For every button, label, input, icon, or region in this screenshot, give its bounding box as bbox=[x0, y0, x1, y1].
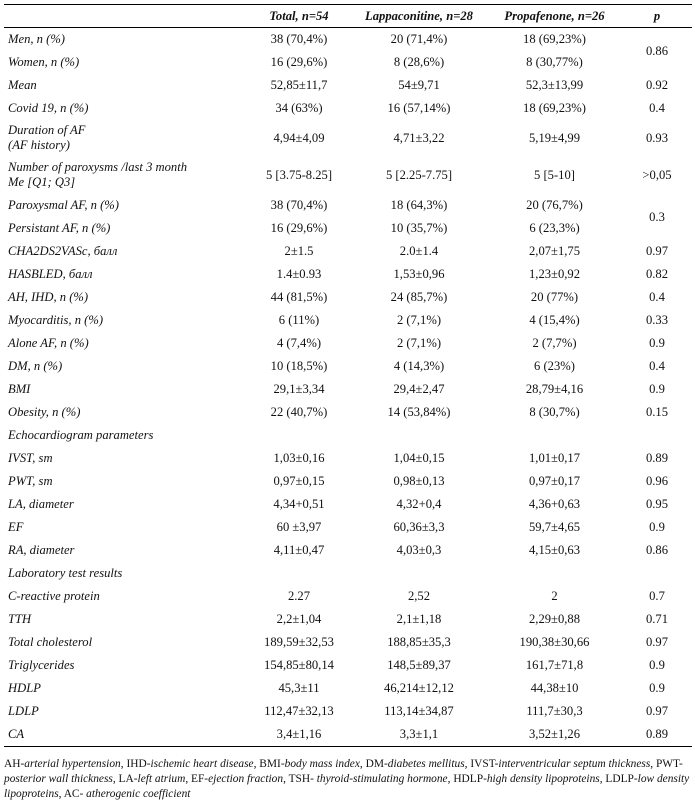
header-total: Total, n=54 bbox=[247, 5, 351, 28]
row-label bbox=[4, 156, 247, 194]
table-row bbox=[4, 401, 692, 424]
cell: 4,32+0,4 bbox=[396, 497, 442, 511]
cell: 2 (7,1%) bbox=[396, 313, 442, 327]
cell: 16 (29,6%) bbox=[270, 55, 328, 69]
table-row bbox=[4, 28, 692, 52]
row-label: Covid 19, n (%) bbox=[8, 101, 89, 115]
section-heading: Echocardiogram parameters bbox=[8, 428, 154, 442]
cell: 10 (35,7%) bbox=[390, 221, 448, 235]
p-value: 0.86 bbox=[645, 543, 669, 557]
table-row bbox=[4, 654, 692, 677]
cell: 113,14±34,87 bbox=[384, 704, 454, 718]
cell: 5 [2.25-7.75] bbox=[385, 167, 453, 182]
cell: 189,59±32,53 bbox=[264, 635, 334, 649]
cell: 2,2±1,04 bbox=[276, 612, 322, 626]
row-label: TTH bbox=[8, 612, 32, 626]
cell: 60 ±3,97 bbox=[276, 520, 322, 534]
row-label bbox=[4, 120, 247, 156]
row-label: Women, n (%) bbox=[8, 55, 80, 69]
cell: 1,23±0,92 bbox=[529, 267, 580, 281]
cell: 154,85±80,14 bbox=[264, 658, 334, 672]
p-value: 0.97 bbox=[645, 704, 669, 718]
header-p: p bbox=[622, 5, 692, 28]
section-row bbox=[4, 562, 692, 585]
cell: 4,11±0,47 bbox=[273, 543, 325, 557]
cell: 20 (77%) bbox=[530, 290, 579, 304]
cell: 20 (71,4%) bbox=[390, 32, 448, 46]
row-label: Men, n (%) bbox=[8, 32, 65, 46]
cell: 59,7±4,65 bbox=[529, 520, 580, 534]
cell: 2,52 bbox=[407, 589, 431, 603]
row-label: Mean bbox=[8, 78, 37, 92]
table-header bbox=[4, 5, 692, 28]
table-row bbox=[4, 677, 692, 700]
header-cell bbox=[4, 5, 247, 28]
cell: 5 [3.75-8.25] bbox=[265, 167, 333, 182]
p-value: 0.7 bbox=[649, 589, 665, 603]
footnote-segment: AH- bbox=[4, 758, 25, 770]
p-value: 0.9 bbox=[649, 658, 665, 672]
table-row bbox=[4, 217, 692, 240]
cell: 52,85±11,7 bbox=[270, 78, 328, 92]
cell: 1,04±0,15 bbox=[393, 451, 445, 465]
p-value: 0.9 bbox=[649, 336, 665, 350]
cell: 2,29±0,88 bbox=[529, 612, 580, 626]
cell: 5,19±4,99 bbox=[529, 130, 580, 145]
cell: 28,79±4,16 bbox=[525, 382, 584, 396]
cell: 2,07±1,75 bbox=[529, 244, 580, 258]
table-row bbox=[4, 539, 692, 562]
row-label: Obesity, n (%) bbox=[8, 405, 81, 419]
cell: 4 (15,4%) bbox=[529, 313, 580, 327]
row-label: AH, IHD, n (%) bbox=[8, 290, 89, 304]
cell: 2 bbox=[551, 589, 558, 603]
section-row bbox=[4, 424, 692, 447]
p-value: 0.97 bbox=[645, 635, 669, 649]
footnote-segment: , DM- bbox=[359, 758, 388, 770]
cell: 6 (23,3%) bbox=[529, 221, 580, 235]
cell: 18 (69,23%) bbox=[523, 101, 586, 115]
row-label: RA, diameter bbox=[8, 543, 75, 557]
footnote-segment: , AC- bbox=[58, 788, 87, 800]
footnote-segment: , HDLP- bbox=[447, 773, 487, 785]
footnote-segment: , PWT- bbox=[650, 758, 683, 770]
cell: 1,53±0,96 bbox=[393, 267, 445, 281]
row-label-line1: Duration of AF bbox=[8, 123, 86, 137]
table-row bbox=[4, 355, 692, 378]
footnote-segment: interventricular septum thickness bbox=[498, 758, 651, 770]
p-value: 0.9 bbox=[649, 681, 665, 695]
table-row bbox=[4, 332, 692, 355]
footnote-segment: low density lipoproteins bbox=[4, 773, 690, 800]
row-label: Persistant AF, n (%) bbox=[8, 221, 111, 235]
cell: 5 [5-10] bbox=[534, 167, 575, 182]
footnote-segment: high density lipoproteins bbox=[486, 773, 600, 785]
table-row bbox=[4, 700, 692, 723]
p-value: 0.89 bbox=[622, 723, 692, 747]
cell: 2.0±1.4 bbox=[399, 244, 439, 258]
table-row bbox=[4, 516, 692, 539]
footnote-segment: body mass index bbox=[284, 758, 360, 770]
footnote-segment: left atrium bbox=[137, 773, 186, 785]
cell: 4,36+0,63 bbox=[528, 497, 581, 511]
cell: 54±9,71 bbox=[398, 78, 440, 92]
p-value: 0.4 bbox=[649, 290, 665, 304]
section-heading: Laboratory test results bbox=[8, 566, 123, 580]
p-value: 0.82 bbox=[645, 267, 669, 281]
cell: 148,5±89,37 bbox=[387, 658, 451, 672]
footnote-segment: , LDLP- bbox=[599, 773, 638, 785]
footnote-segment: , LA- bbox=[112, 773, 138, 785]
row-label: PWT, sm bbox=[8, 474, 53, 488]
table-footnote bbox=[4, 757, 692, 802]
cell: 34 (63%) bbox=[275, 101, 323, 115]
cell: 6 (11%) bbox=[278, 313, 320, 327]
table-row bbox=[4, 120, 692, 156]
table-row bbox=[4, 608, 692, 631]
footnote-segment: , IHD- bbox=[120, 758, 151, 770]
cell: 1,01±0,17 bbox=[529, 451, 580, 465]
p-value: 0.92 bbox=[645, 78, 669, 92]
cell: 20 (76,7%) bbox=[526, 198, 583, 212]
cell: 44 (81,5%) bbox=[270, 290, 328, 304]
footnote-segment: ischemic heart disease bbox=[150, 758, 254, 770]
row-label-line2: (AF history) bbox=[8, 138, 70, 152]
cell: 3,3±1,1 bbox=[351, 723, 487, 747]
cell: 0,98±0,13 bbox=[393, 474, 445, 488]
table-row bbox=[4, 309, 692, 332]
cell: 29,4±2,47 bbox=[393, 382, 445, 396]
table-row bbox=[4, 447, 692, 470]
p-value: 0.4 bbox=[649, 101, 665, 115]
table-row bbox=[4, 470, 692, 493]
footnote-segment: posterior wall thickness bbox=[4, 773, 113, 785]
table-row bbox=[4, 286, 692, 309]
footnote-segment: , IVST- bbox=[464, 758, 499, 770]
cell: 4,71±3,22 bbox=[393, 130, 445, 145]
row-label: LA, diameter bbox=[8, 497, 74, 511]
row-label-line2: Me [Q1; Q3] bbox=[8, 175, 76, 189]
cell: 188,85±35,3 bbox=[387, 635, 451, 649]
footnote-segment: , BMI- bbox=[253, 758, 285, 770]
cell: 8 (28,6%) bbox=[393, 55, 445, 69]
cell: 4,03±0,3 bbox=[396, 543, 442, 557]
cell: 29,1±3,34 bbox=[273, 382, 325, 396]
cell: 111,7±30,3 bbox=[526, 704, 583, 718]
cell: 3,4±1,16 bbox=[247, 723, 351, 747]
p-value: 0.15 bbox=[645, 405, 669, 419]
table-row bbox=[4, 723, 692, 747]
cell: 0,97±0,15 bbox=[273, 474, 325, 488]
p-value: 0.9 bbox=[649, 382, 665, 396]
cell: 22 (40,7%) bbox=[270, 405, 328, 419]
p-value: 0.86 bbox=[645, 43, 669, 58]
cell: 4 (14,3%) bbox=[393, 359, 445, 373]
cell: 14 (53,84%) bbox=[387, 405, 451, 419]
row-label: Myocarditis, n (%) bbox=[8, 313, 104, 327]
cell: 2±1.5 bbox=[284, 244, 314, 258]
cell: 0,97±0,17 bbox=[529, 474, 580, 488]
row-label: DM, n (%) bbox=[8, 359, 63, 373]
table-row bbox=[4, 51, 692, 74]
footnote-segment: , TSH- bbox=[283, 773, 317, 785]
row-label: LDLP bbox=[8, 704, 39, 718]
cell: 16 (29,6%) bbox=[270, 221, 328, 235]
cell: 4,34+0,51 bbox=[273, 497, 325, 511]
footnote-segment: atherogenic coefficient bbox=[86, 788, 191, 800]
p-value: 0.71 bbox=[645, 612, 669, 626]
table-row bbox=[4, 493, 692, 516]
row-label: CA bbox=[4, 723, 247, 747]
row-label: HDLP bbox=[8, 681, 41, 695]
table-row bbox=[4, 240, 692, 263]
cell: 2 (7,1%) bbox=[396, 336, 442, 350]
table-row bbox=[4, 74, 692, 97]
table-row bbox=[4, 156, 692, 194]
table-row bbox=[4, 194, 692, 217]
row-label: HASBLED, балл bbox=[8, 267, 93, 281]
p-value: 0.97 bbox=[645, 244, 669, 258]
cell: 1,03±0,16 bbox=[273, 451, 325, 465]
cell: 2 (7,7%) bbox=[532, 336, 577, 350]
footnote-segment: arterial hypertension bbox=[24, 758, 121, 770]
footnote-segment: thyroid-stimulating hormone bbox=[316, 773, 448, 785]
cell: 60,36±3,3 bbox=[393, 520, 445, 534]
cell: 38 (70,4%) bbox=[270, 198, 328, 212]
cell: 10 (18,5%) bbox=[270, 359, 328, 373]
cell: 16 (57,14%) bbox=[387, 101, 451, 115]
cell: 4,15±0,63 bbox=[529, 543, 580, 557]
row-label: C-reactive protein bbox=[8, 589, 100, 603]
cell: 8 (30,7%) bbox=[529, 405, 580, 419]
footnote-segment: diabetes mellitus bbox=[387, 758, 465, 770]
table-row bbox=[4, 378, 692, 401]
p-value: 0.93 bbox=[645, 130, 669, 145]
p-value: 0.3 bbox=[649, 209, 665, 224]
table-row bbox=[4, 631, 692, 654]
cell: 161,7±71,8 bbox=[525, 658, 584, 672]
cell: 1.4±0.93 bbox=[276, 267, 322, 281]
p-value: 0.89 bbox=[645, 451, 669, 465]
table-row bbox=[4, 97, 692, 120]
row-label: IVST, sm bbox=[8, 451, 53, 465]
p-value: >0,05 bbox=[642, 167, 672, 182]
cell: 2,1±1,18 bbox=[396, 612, 442, 626]
row-label: Triglycerides bbox=[8, 658, 75, 672]
p-value: 0.4 bbox=[649, 359, 665, 373]
cell: 8 (30,77%) bbox=[526, 55, 583, 69]
row-label: BMI bbox=[8, 382, 31, 396]
cell: 52,3±13,99 bbox=[525, 78, 584, 92]
row-label-line1: Number of paroxysms /last 3 month bbox=[8, 160, 187, 174]
header-propafenone: Propafenone, n=26 bbox=[487, 5, 622, 28]
cell: 38 (70,4%) bbox=[270, 32, 328, 46]
row-label: CHA2DS2VASc, балл bbox=[8, 244, 118, 258]
table-row bbox=[4, 263, 692, 286]
row-label: Paroxysmal AF, n (%) bbox=[8, 198, 119, 212]
p-value: 0.96 bbox=[645, 474, 669, 488]
clinical-table bbox=[4, 4, 692, 747]
cell: 4 (7,4%) bbox=[276, 336, 322, 350]
cell: 46,214±12,12 bbox=[384, 681, 454, 695]
cell: 44,38±10 bbox=[530, 681, 579, 695]
cell: 190,38±30,66 bbox=[519, 635, 590, 649]
cell: 3,52±1,26 bbox=[487, 723, 622, 747]
p-value: 0.9 bbox=[649, 520, 665, 534]
cell: 18 (64,3%) bbox=[390, 198, 448, 212]
cell: 45,3±11 bbox=[278, 681, 320, 695]
p-value: 0.95 bbox=[645, 497, 669, 511]
row-label: EF bbox=[8, 520, 24, 534]
p-value: 0.33 bbox=[645, 313, 669, 327]
row-label: Total cholesterol bbox=[8, 635, 93, 649]
footnote-segment: ejection fraction bbox=[208, 773, 284, 785]
cell: 4,94±4,09 bbox=[273, 130, 325, 145]
footnote-segment: , EF- bbox=[185, 773, 209, 785]
cell: 24 (85,7%) bbox=[390, 290, 448, 304]
table-row bbox=[4, 585, 692, 608]
cell: 18 (69,23%) bbox=[523, 32, 586, 46]
cell: 2.27 bbox=[287, 589, 311, 603]
cell: 6 (23%) bbox=[534, 359, 575, 373]
cell: 112,47±32,13 bbox=[264, 704, 334, 718]
row-label: Alone AF, n (%) bbox=[8, 336, 89, 350]
header-lappaconitine: Lappaconitine, n=28 bbox=[351, 5, 487, 28]
